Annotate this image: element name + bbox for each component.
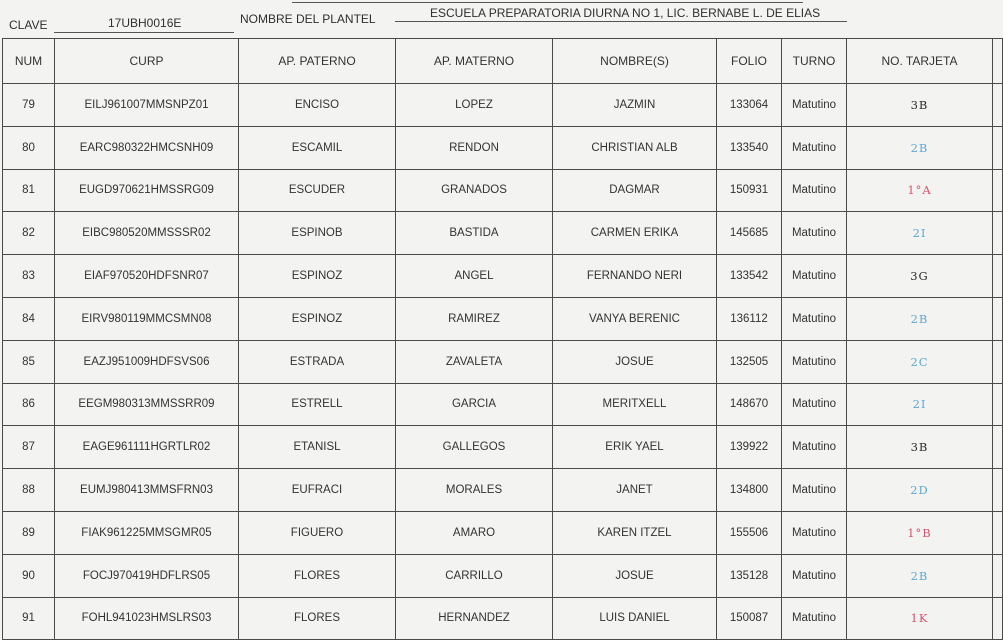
- cell-num: 88: [3, 469, 55, 512]
- cell-num: 81: [3, 169, 55, 212]
- cell-folio: 133542: [717, 255, 782, 298]
- cell-nombres: CHRISTIAN ALB: [553, 126, 717, 169]
- table-row: [3, 426, 1003, 469]
- cell-extra: [993, 297, 1003, 340]
- cell-no-tarjeta: 1°B: [847, 511, 993, 554]
- cell-turno: Matutino: [782, 340, 847, 383]
- cell-no-tarjeta: 1°A: [847, 169, 993, 212]
- cell-extra: [993, 511, 1003, 554]
- cell-num: 90: [3, 554, 55, 597]
- cell-folio: 136112: [717, 297, 782, 340]
- cell-ap-materno: AMARO: [396, 511, 553, 554]
- cell-nombres: JAZMIN: [553, 84, 717, 127]
- table-row: [3, 255, 1003, 298]
- table-row: [3, 84, 1003, 127]
- cell-no-tarjeta: 2C: [847, 340, 993, 383]
- cell-extra: [993, 554, 1003, 597]
- student-roster-table: [2, 38, 1003, 640]
- cell-extra: [993, 597, 1003, 640]
- document-header: [0, 0, 1003, 40]
- cell-nombres: VANYA BERENIC: [553, 297, 717, 340]
- cell-curp: FIAK961225MMSGMR05: [55, 511, 239, 554]
- table-row: [3, 383, 1003, 426]
- col-header-curp: CURP: [55, 39, 239, 84]
- cell-curp: EARC980322HMCSNH09: [55, 126, 239, 169]
- clave-label: CLAVE: [9, 18, 48, 32]
- cell-num: 89: [3, 511, 55, 554]
- cell-ap-materno: RAMIREZ: [396, 297, 553, 340]
- top-rule: [292, 2, 803, 3]
- cell-extra: [993, 469, 1003, 512]
- cell-turno: Matutino: [782, 255, 847, 298]
- cell-folio: 150931: [717, 169, 782, 212]
- plantel-value: ESCUELA PREPARATORIA DIURNA NO 1, LIC. BERNABE L. DE ELIAS: [430, 6, 821, 20]
- cell-no-tarjeta: 2I: [847, 383, 993, 426]
- col-header-extra: [993, 39, 1003, 84]
- cell-ap-materno: LOPEZ: [396, 84, 553, 127]
- cell-num: 79: [3, 84, 55, 127]
- table-row: [3, 469, 1003, 512]
- cell-nombres: ERIK YAEL: [553, 426, 717, 469]
- cell-ap-paterno: ESPINOB: [239, 212, 396, 255]
- col-header-no-tarjeta: NO. TARJETA: [847, 39, 993, 84]
- cell-nombres: JANET: [553, 469, 717, 512]
- cell-num: 86: [3, 383, 55, 426]
- cell-folio: 150087: [717, 597, 782, 640]
- table-body: [3, 84, 1003, 640]
- cell-extra: [993, 426, 1003, 469]
- cell-no-tarjeta: 3B: [847, 426, 993, 469]
- cell-curp: FOHL941023HMSLRS03: [55, 597, 239, 640]
- cell-turno: Matutino: [782, 383, 847, 426]
- cell-nombres: LUIS DANIEL: [553, 597, 717, 640]
- cell-num: 91: [3, 597, 55, 640]
- table-row: [3, 597, 1003, 640]
- cell-turno: Matutino: [782, 84, 847, 127]
- cell-folio: 134800: [717, 469, 782, 512]
- cell-no-tarjeta: 3G: [847, 255, 993, 298]
- cell-extra: [993, 340, 1003, 383]
- cell-nombres: JOSUE: [553, 554, 717, 597]
- cell-ap-materno: GALLEGOS: [396, 426, 553, 469]
- cell-nombres: JOSUE: [553, 340, 717, 383]
- cell-ap-materno: GRANADOS: [396, 169, 553, 212]
- cell-ap-paterno: EUFRACI: [239, 469, 396, 512]
- cell-folio: 155506: [717, 511, 782, 554]
- cell-ap-paterno: ESCUDER: [239, 169, 396, 212]
- clave-value: 17UBH0016E: [108, 16, 182, 30]
- cell-ap-materno: CARRILLO: [396, 554, 553, 597]
- col-header-nombres: NOMBRE(S): [553, 39, 717, 84]
- cell-curp: EILJ961007MMSNPZ01: [55, 84, 239, 127]
- cell-extra: [993, 169, 1003, 212]
- table-row: [3, 511, 1003, 554]
- cell-folio: 148670: [717, 383, 782, 426]
- table-row: [3, 169, 1003, 212]
- cell-no-tarjeta: 3B: [847, 84, 993, 127]
- plantel-underline: [395, 21, 847, 22]
- cell-no-tarjeta: 2B: [847, 297, 993, 340]
- cell-num: 87: [3, 426, 55, 469]
- cell-curp: EUMJ980413MMSFRN03: [55, 469, 239, 512]
- cell-turno: Matutino: [782, 511, 847, 554]
- cell-extra: [993, 383, 1003, 426]
- cell-ap-paterno: ESPINOZ: [239, 297, 396, 340]
- cell-nombres: FERNANDO NERI: [553, 255, 717, 298]
- cell-nombres: DAGMAR: [553, 169, 717, 212]
- col-header-turno: TURNO: [782, 39, 847, 84]
- cell-turno: Matutino: [782, 597, 847, 640]
- cell-ap-paterno: ESCAMIL: [239, 126, 396, 169]
- clave-underline: [54, 32, 234, 33]
- cell-turno: Matutino: [782, 126, 847, 169]
- cell-folio: 133064: [717, 84, 782, 127]
- table-header-row: [3, 39, 1003, 84]
- cell-extra: [993, 84, 1003, 127]
- cell-curp: EUGD970621HMSSRG09: [55, 169, 239, 212]
- cell-nombres: KAREN ITZEL: [553, 511, 717, 554]
- cell-curp: EIAF970520HDFSNR07: [55, 255, 239, 298]
- cell-folio: 133540: [717, 126, 782, 169]
- cell-folio: 132505: [717, 340, 782, 383]
- cell-ap-paterno: ESPINOZ: [239, 255, 396, 298]
- cell-turno: Matutino: [782, 426, 847, 469]
- cell-ap-materno: ANGEL: [396, 255, 553, 298]
- cell-folio: 145685: [717, 212, 782, 255]
- table-row: [3, 212, 1003, 255]
- cell-ap-paterno: FLORES: [239, 554, 396, 597]
- cell-extra: [993, 126, 1003, 169]
- col-header-num: NUM: [3, 39, 55, 84]
- col-header-ap-paterno: AP. PATERNO: [239, 39, 396, 84]
- cell-no-tarjeta: 2I: [847, 212, 993, 255]
- cell-num: 85: [3, 340, 55, 383]
- cell-turno: Matutino: [782, 297, 847, 340]
- table-row: [3, 297, 1003, 340]
- cell-folio: 139922: [717, 426, 782, 469]
- cell-extra: [993, 255, 1003, 298]
- cell-extra: [993, 212, 1003, 255]
- cell-turno: Matutino: [782, 554, 847, 597]
- plantel-label: NOMBRE DEL PLANTEL: [240, 12, 376, 26]
- cell-ap-paterno: ETANISL: [239, 426, 396, 469]
- cell-curp: EEGM980313MMSSRR09: [55, 383, 239, 426]
- cell-turno: Matutino: [782, 212, 847, 255]
- cell-curp: EAZJ951009HDFSVS06: [55, 340, 239, 383]
- cell-ap-paterno: FIGUERO: [239, 511, 396, 554]
- cell-no-tarjeta: 1K: [847, 597, 993, 640]
- cell-nombres: CARMEN ERIKA: [553, 212, 717, 255]
- table-row: [3, 340, 1003, 383]
- cell-no-tarjeta: 2B: [847, 554, 993, 597]
- cell-turno: Matutino: [782, 469, 847, 512]
- cell-ap-materno: RENDON: [396, 126, 553, 169]
- cell-curp: EIBC980520MMSSSR02: [55, 212, 239, 255]
- cell-nombres: MERITXELL: [553, 383, 717, 426]
- cell-ap-materno: MORALES: [396, 469, 553, 512]
- cell-ap-materno: GARCIA: [396, 383, 553, 426]
- cell-num: 80: [3, 126, 55, 169]
- cell-curp: EAGE961111HGRTLR02: [55, 426, 239, 469]
- cell-no-tarjeta: 2B: [847, 126, 993, 169]
- cell-ap-materno: HERNANDEZ: [396, 597, 553, 640]
- cell-num: 82: [3, 212, 55, 255]
- col-header-ap-materno: AP. MATERNO: [396, 39, 553, 84]
- cell-num: 84: [3, 297, 55, 340]
- table-row: [3, 554, 1003, 597]
- cell-folio: 135128: [717, 554, 782, 597]
- cell-ap-materno: ZAVALETA: [396, 340, 553, 383]
- col-header-folio: FOLIO: [717, 39, 782, 84]
- cell-ap-paterno: ESTRADA: [239, 340, 396, 383]
- cell-ap-paterno: ESTRELL: [239, 383, 396, 426]
- cell-ap-paterno: FLORES: [239, 597, 396, 640]
- cell-num: 83: [3, 255, 55, 298]
- cell-no-tarjeta: 2D: [847, 469, 993, 512]
- cell-curp: EIRV980119MMCSMN08: [55, 297, 239, 340]
- cell-ap-paterno: ENCISO: [239, 84, 396, 127]
- table-row: [3, 126, 1003, 169]
- cell-curp: FOCJ970419HDFLRS05: [55, 554, 239, 597]
- cell-ap-materno: BASTIDA: [396, 212, 553, 255]
- cell-turno: Matutino: [782, 169, 847, 212]
